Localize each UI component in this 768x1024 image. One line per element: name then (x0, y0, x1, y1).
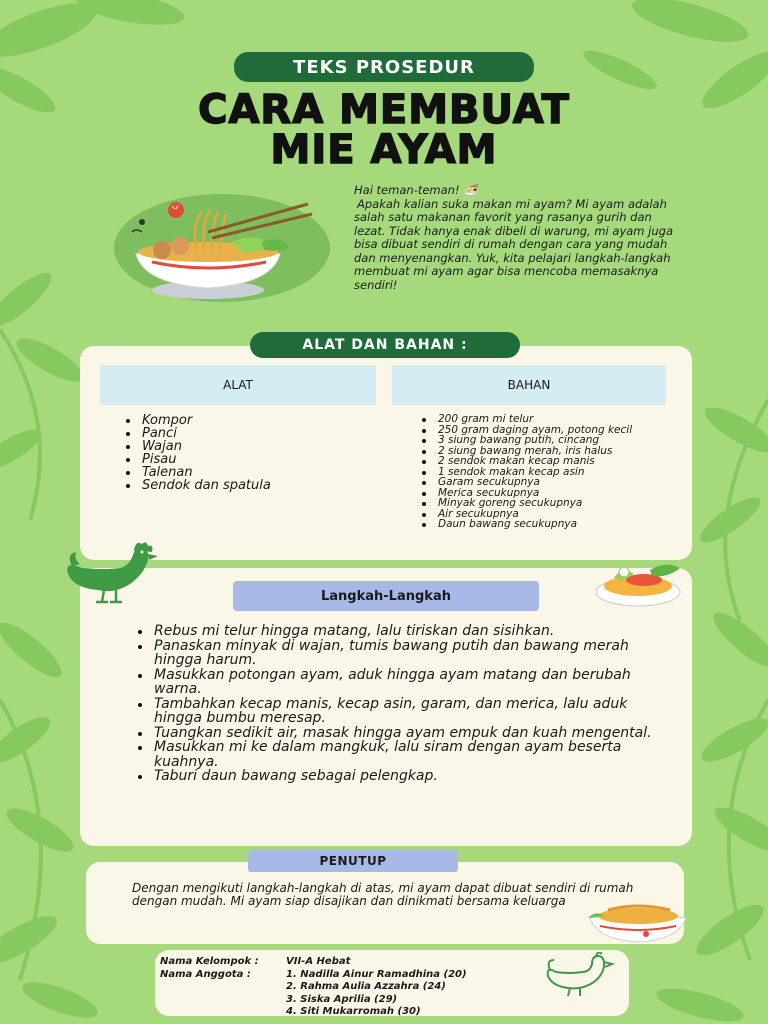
rooster-icon (64, 540, 168, 608)
bahan-list (418, 414, 680, 530)
list-item: Masukkan potongan ayam, aduk hingga ayam matang dan berubah warna. (134, 668, 674, 697)
langkah-list (134, 624, 674, 784)
list-item: Talenan (122, 466, 372, 479)
list-item: 250 gram daging ayam, potong kecil (418, 425, 680, 436)
list-item: Panaskan minyak di wajan, tumis bawang putih dan bawang merah hingga harum. (134, 639, 674, 668)
list-item: Wajan (122, 440, 372, 453)
noodle-plate-illustration (586, 900, 690, 944)
bahan-column-header: BAHAN (392, 365, 666, 405)
intro-paragraph (354, 184, 684, 292)
kelompok-label: Nama Kelompok : (160, 956, 259, 967)
list-item: Kompor (122, 414, 372, 427)
chicken-outline-icon (542, 952, 616, 998)
page-title (100, 87, 668, 173)
list-item: Minyak goreng secukupnya (418, 498, 680, 509)
penutup-text: Dengan mengikuti langkah-langkah di atas, mi ayam dapat dibuat sendiri di rumah dengan mudah. Mi ayam siap disajikan dan dinikmati bersama keluarga (132, 881, 634, 908)
list-item: Garam secukupnya (418, 477, 680, 488)
alat-column-header: ALAT (100, 365, 376, 405)
intro-greeting: Hai teman-teman! 🍜 (354, 183, 478, 197)
header-badge: TEKS PROSEDUR (234, 52, 534, 82)
list-item: Pisau (122, 453, 372, 466)
title-line-1: CARA MEMBUAT (198, 87, 570, 133)
list-item: Tuangkan sedikit air, masak hingga ayam empuk dan kuah mengental. (134, 726, 674, 741)
kelompok-value: VII-A Hebat (286, 956, 351, 967)
alat-bahan-heading: ALAT DAN BAHAN : (250, 332, 520, 358)
noodle-bowl-illustration (112, 192, 332, 304)
langkah-heading: Langkah-Langkah (233, 581, 539, 611)
list-item: 2 sendok makan kecap manis (418, 456, 680, 467)
list-item: Daun bawang secukupnya (418, 519, 680, 530)
list-item: 1 sendok makan kecap asin (418, 467, 680, 478)
anggota-item: 2. Rahma Aulia Azzahra (24) (286, 981, 446, 992)
list-item: 200 gram mi telur (418, 414, 680, 425)
list-item: 3 siung bawang putih, cincang (418, 435, 680, 446)
title-line-2: MIE AYAM (270, 127, 498, 173)
list-item: 2 siung bawang merah, iris halus (418, 446, 680, 457)
list-item: Tambahkan kecap manis, kecap asin, garam, dan merica, lalu aduk hingga bumbu meresap. (134, 697, 674, 726)
list-item: Taburi daun bawang sebagai pelengkap. (134, 769, 674, 784)
alat-list (122, 414, 372, 492)
anggota-label: Nama Anggota : (160, 968, 251, 980)
list-item: Air secukupnya (418, 509, 680, 520)
anggota-item: 3. Siska Aprilia (29) (286, 993, 398, 1005)
list-item: Rebus mi telur hingga matang, lalu tiriskan dan sisihkan. (134, 624, 674, 639)
list-item: Panci (122, 427, 372, 440)
penutup-heading: PENUTUP (248, 850, 458, 872)
list-item: Sendok dan spatula (122, 479, 372, 492)
list-item: Masukkan mi ke dalam mangkuk, lalu siram dengan ayam beserta kuahnya. (134, 740, 674, 769)
list-item: Merica secukupnya (418, 488, 680, 499)
intro-body: Apakah kalian suka makan mi ayam? Mi ayam adalah salah satu makanan favorit yang rasanya gurih dan lezat. Tidak hanya enak dibeli di warung, mi ayam juga bisa dibuat sendiri di rumah dengan cara yang mudah dan menyenangkan. Yuk, kita pelajari langkah-langkah membuat mi ayam agar bisa mencoba memasaknya sendiri! (354, 196, 673, 292)
anggota-item: 1. Nadilla Ainur Ramadhina (20) (286, 968, 467, 980)
anggota-item: 4. Siti Mukarromah (30) (286, 1006, 421, 1017)
food-plate-illustration (594, 556, 686, 608)
kelompok-info (160, 956, 540, 1019)
